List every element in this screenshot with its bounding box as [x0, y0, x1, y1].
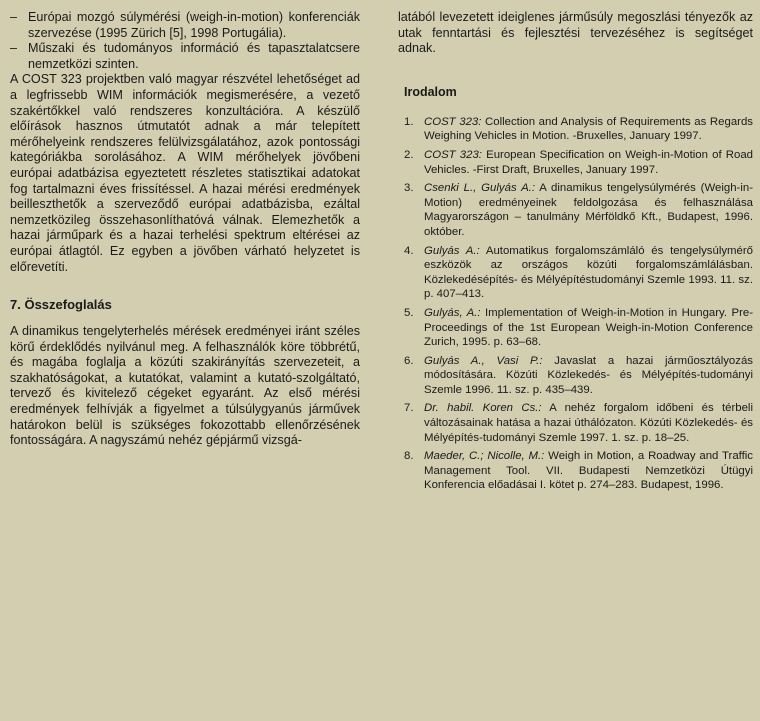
left-column	[10, 10, 360, 449]
reference-item	[398, 401, 753, 445]
reference-text: Automatikus forgalomszámláló és tengelysúlymérő eszközök az országos közúti forgalomszámlálásban. Közlekedésépítés- és Mélyépítéstudományi Szemle 1993. 11. sz. p. 407–413.	[424, 244, 754, 301]
paragraph-continued: latából levezetett ideiglenes járműsúly megoszlási tényezők az utak fenntartási és fejlesztési tervezéséhez is segítséget adnak.	[398, 10, 753, 56]
reference-item	[398, 449, 753, 493]
reference-authors: COST 323:	[424, 148, 482, 161]
references-heading: Irodalom	[404, 84, 457, 99]
reference-number: 7.	[404, 402, 414, 415]
bullet-dash: –	[10, 41, 18, 56]
reference-item	[398, 244, 753, 302]
reference-authors: Csenki L., Gulyás A.:	[424, 182, 535, 195]
bullet-item	[10, 10, 360, 41]
reference-number: 6.	[404, 354, 414, 367]
reference-text: A nehéz forgalom időbeni és térbeli változásainak hatása a hazai úthálózaton. Közúti Közlekedés- és Mélyépítés-tudományi Szemle 1997. 1. sz. p. 18–25.	[424, 402, 753, 444]
reference-number: 8.	[404, 450, 414, 463]
reference-text: Collection and Analysis of Requirements as Regards Weighing Vehicles in Motion. -Bruxelles, January 1997.	[424, 115, 753, 143]
reference-authors: Gulyás A., Vasi P.:	[424, 354, 543, 367]
reference-item	[398, 181, 753, 239]
reference-item	[398, 148, 753, 177]
reference-text: Javaslat a hazai járműosztályozás módosítására. Közúti Közlekedés- és Mélyépítés-tudományi Szemle 1996. 11. sz. p. 435–439.	[424, 354, 753, 396]
reference-text: European Specification on Weigh-in-Motion of Road Vehicles. -First Draft, Bruxelles, January 1997.	[424, 148, 753, 176]
reference-text: A dinamikus tengelysúlymérés (Weigh-in-Motion) eredményeinek feldolgozása és felhasználása Magyarországon – tanulmány Mérföldkő Kft., Budapest, 1996. október.	[424, 182, 753, 238]
reference-authors: COST 323:	[424, 115, 482, 128]
reference-number: 2.	[404, 148, 414, 161]
right-column	[398, 10, 753, 497]
reference-number: 3.	[404, 182, 414, 195]
reference-number: 5.	[404, 306, 414, 319]
bullet-list	[10, 10, 360, 72]
reference-authors: Maeder, C.; Nicolle, M.:	[424, 450, 545, 463]
bullet-item	[10, 41, 360, 72]
bullet-text: Műszaki és tudományos információ és tapasztalatcsere nemzetközi szinten.	[28, 41, 360, 71]
bullet-dash: –	[10, 10, 18, 24]
reference-item	[398, 306, 753, 350]
section-heading-summary: 7. Összefoglalás	[10, 297, 112, 313]
reference-text: Implementation of Weigh-in-Motion in Hungary. Pre-Proceedings of the 1st European Weigh-in-Motion Conference Zurich, 1995. p. 63–68.	[424, 306, 753, 349]
paragraph-cost323: A COST 323 projektben való magyar részvétel lehetőséget ad a legfrissebb WIM információk megismerésére, a vezető szakértőkkel való rendszeres konzultációra. A készülő előírások hasznos útmutatót adnak a már telepített mérőhelyeink rendszeres felülvizsgálatához, azok pontossági kategóriákba sorolásához. A WIM mérőhelyek jövőbeni európai adatbázisa egyeztetett részletes statisztikai adatokat fog tartalmazni éves frissítéssel. A hazai mérési eredmények beilleszthetők a szerveződő európai adatbázisba, ezáltal nemzetközileg összehasonlíthatóvá válnak. Elemezhetők a hazai járműpark és a hazai terhelési spektrum eltérései az európai átlagtól. Ez egyben a jövőben várható helyzetet is előrevetíti.	[10, 72, 360, 274]
paragraph-summary: A dinamikus tengelyterhelés mérések eredményei iránt széles körű érdeklődés nyilvánul meg. A felhasználók köre többrétű, és magába foglalja a közúti szakirányítás szervezeteit, a szakhatóságokat, a kutatókat, valamint a kutató-szolgáltató, tervező és kivitelező cégeket egyaránt. Az első mérési eredmények felhívják a figyelmet a túlsúlygyanús járművek határokon belül is szükséges fokozottabb ellenőrzésének fontosságára. A nagyszámú nehéz gépjármű vizsgá-	[10, 324, 360, 448]
reference-authors: Gulyás A.:	[424, 244, 480, 257]
references-list	[398, 115, 753, 493]
reference-text: Weigh in Motion, a Roadway and Traffic Management Tool. VII. Budapesti Nemzetközi Útügyi Konferencia előadásai I. kötet p. 274–283. Budapest, 1996.	[424, 450, 754, 492]
reference-authors: Gulyás, A.:	[424, 306, 481, 319]
bullet-text: Európai mozgó súlymérési (weigh-in-motion) konferenciák szervezése (1995 Zürich [5], 1998 Portugália).	[28, 10, 360, 40]
reference-authors: Dr. habil. Koren Cs.:	[424, 402, 542, 415]
reference-item	[398, 115, 753, 144]
reference-number: 4.	[404, 244, 414, 257]
reference-number: 1.	[404, 115, 414, 128]
reference-item	[398, 354, 753, 398]
